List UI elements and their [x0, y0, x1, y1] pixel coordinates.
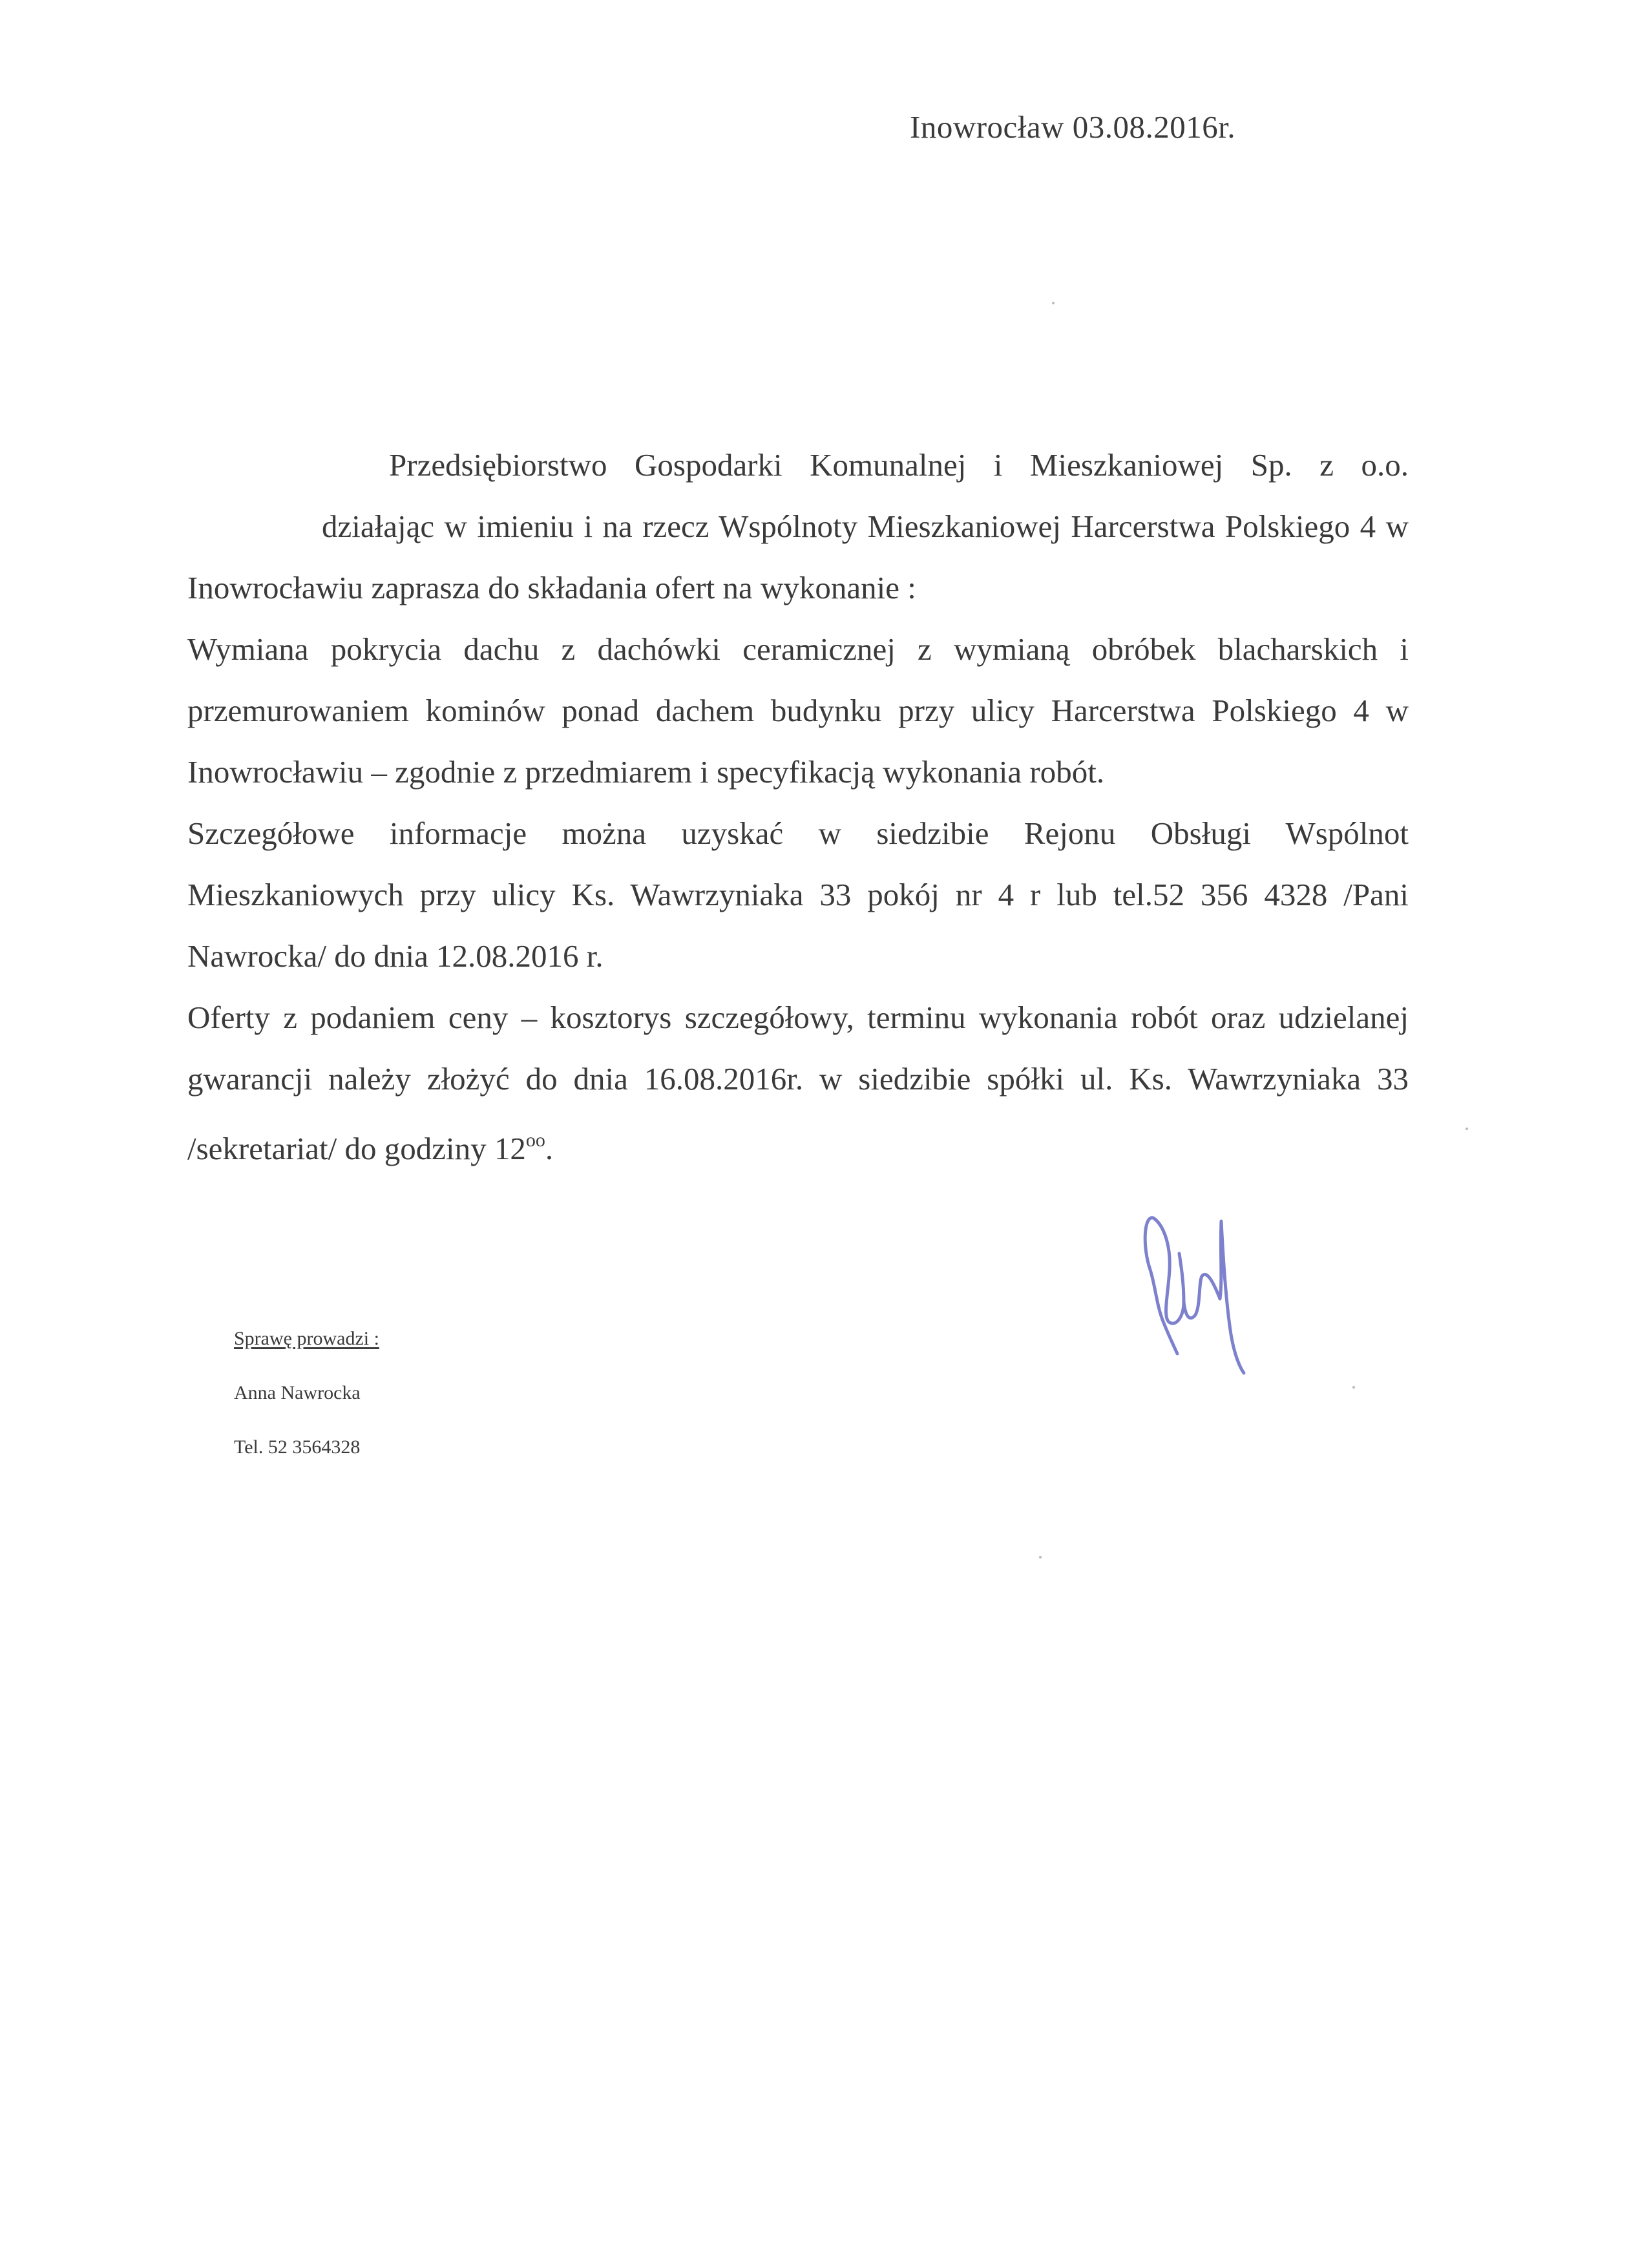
invitation-line: Inowrocławiu zaprasza do składania ofert na wykonanie : [187, 570, 916, 605]
contact-name: Anna Nawrocka [234, 1382, 361, 1403]
scan-speck [1352, 1386, 1355, 1389]
scope-line-2: przemurowaniem kominów ponad dachem budynku przy ulicy Harcerstwa Polskiego 4 w [187, 693, 1409, 728]
deadline-text: /sekretariat/ do godziny 12 [187, 1131, 526, 1166]
on-behalf-line: działając w imieniu i na rzecz Wspólnoty Mieszkaniowej Harcerstwa Polskiego 4 w [322, 509, 1409, 544]
scan-speck [1465, 1128, 1468, 1130]
scan-speck [1052, 302, 1055, 304]
signature-stroke [1184, 1274, 1220, 1318]
offers-line-3 [187, 1121, 1409, 1168]
scope-line-1: Wymiana pokrycia dachu z dachówki ceramicznej z wymianą obróbek blacharskich i [187, 631, 1409, 667]
letter-line [389, 446, 1409, 485]
handled-by-label: Sprawę prowadzi : [234, 1328, 379, 1349]
letter-line [322, 507, 1409, 546]
details-line-2: Mieszkaniowych przy ulicy Ks. Wawrzyniaka 33 pokój nr 4 r lub tel.52 356 4328 /Pani [187, 877, 1409, 912]
signature-stroke [1220, 1221, 1244, 1373]
offers-line-1: Oferty z podaniem ceny – kosztorys szczegółowy, terminu wykonania robót oraz udzielanej [187, 1000, 1409, 1035]
place-and-date: Inowrocław 03.08.2016r. [910, 109, 1236, 145]
handwritten-signature [1137, 1208, 1279, 1376]
offers-line-2: gwarancji należy złożyć do dnia 16.08.2016r. w siedzibie spółki ul. Ks. Wawrzyniaka 33 [187, 1061, 1409, 1097]
details-line-3: Nawrocka/ do dnia 12.08.2016 r. [187, 938, 604, 974]
scan-speck [1039, 1556, 1042, 1559]
contact-phone: Tel. 52 3564328 [234, 1436, 361, 1458]
company-name-line: Przedsiębiorstwo Gospodarki Komunalnej i Mieszkaniowej Sp. z o.o. [389, 447, 1409, 483]
details-line-1: Szczegółowe informacje można uzyskać w siedzibie Rejonu Obsługi Wspólnot [187, 815, 1409, 851]
scope-line-3: Inowrocławiu – zgodnie z przedmiarem i specyfikacją wykonania robót. [187, 754, 1105, 790]
deadline-period: . [545, 1131, 554, 1166]
deadline-minutes-superscript: oo [525, 1129, 545, 1151]
signature-stroke [1145, 1218, 1177, 1354]
